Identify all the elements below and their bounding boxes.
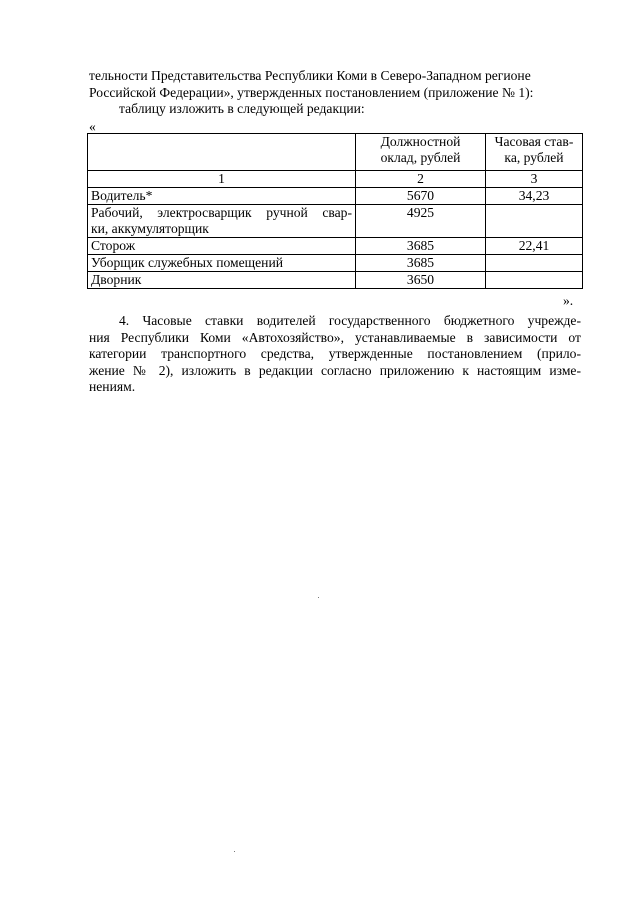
paragraph-line: ния Республики Коми «Автохозяйство», устанавливаемые в зависимости от: [89, 329, 581, 345]
header-cell-position: [88, 134, 356, 171]
table-row: [88, 255, 583, 272]
column-number: 3: [486, 171, 583, 188]
position-name: Уборщик служебных помещений: [88, 255, 356, 272]
intro-line: Российской Федерации», утвержденных постановлением (приложение № 1):: [89, 84, 534, 100]
table-header-row: [88, 134, 583, 171]
salary-value: 3650: [356, 272, 486, 289]
table-row: [88, 272, 583, 289]
salary-value: 4925: [356, 205, 486, 238]
hourly-rate-value: [486, 205, 583, 238]
hourly-rate-value: 22,41: [486, 238, 583, 255]
table-row: [88, 188, 583, 205]
salary-value: 5670: [356, 188, 486, 205]
table-row: [88, 205, 583, 238]
hourly-rate-value: 34,23: [486, 188, 583, 205]
paragraph-line: категории транспортного средства, утвержденные постановлением (прило-: [89, 346, 581, 361]
scan-speck: [318, 597, 319, 598]
table-row: [88, 238, 583, 255]
salary-value: 3685: [356, 255, 486, 272]
paragraph-line: жение № 2), изложить в редакции согласно приложению к настоящим изме-: [89, 362, 581, 378]
opening-quote: «: [89, 119, 96, 134]
intro-paragraph: [89, 68, 581, 101]
intro-line: тельности Представительства Республики Коми в Северо-Западном регионе: [89, 68, 531, 83]
closing-quote: ».: [563, 293, 574, 308]
column-number: 1: [88, 171, 356, 188]
column-number-row: [88, 171, 583, 188]
salary-table: [87, 133, 583, 289]
header-cell-hourly-rate: Часовая став- ка, рублей: [486, 134, 583, 171]
hourly-rate-value: [486, 272, 583, 289]
column-number: 2: [356, 171, 486, 188]
salary-value: 3685: [356, 238, 486, 255]
paragraph-line: нениям.: [89, 379, 136, 394]
position-name: Водитель*: [88, 188, 356, 205]
position-name: Дворник: [88, 272, 356, 289]
header-cell-salary: Должностной оклад, рублей: [356, 134, 486, 171]
hourly-rate-value: [486, 255, 583, 272]
position-name: Рабочий, электросварщик ручной свар- ки, аккумуляторщик: [88, 205, 356, 238]
scan-speck: [234, 851, 235, 852]
table-intro-text: таблицу изложить в следующей редакции:: [119, 101, 365, 116]
paragraph-4: [89, 313, 581, 396]
position-name: Сторож: [88, 238, 356, 255]
paragraph-line: 4. Часовые ставки водителей государственного бюджетного учрежде-: [119, 313, 581, 328]
